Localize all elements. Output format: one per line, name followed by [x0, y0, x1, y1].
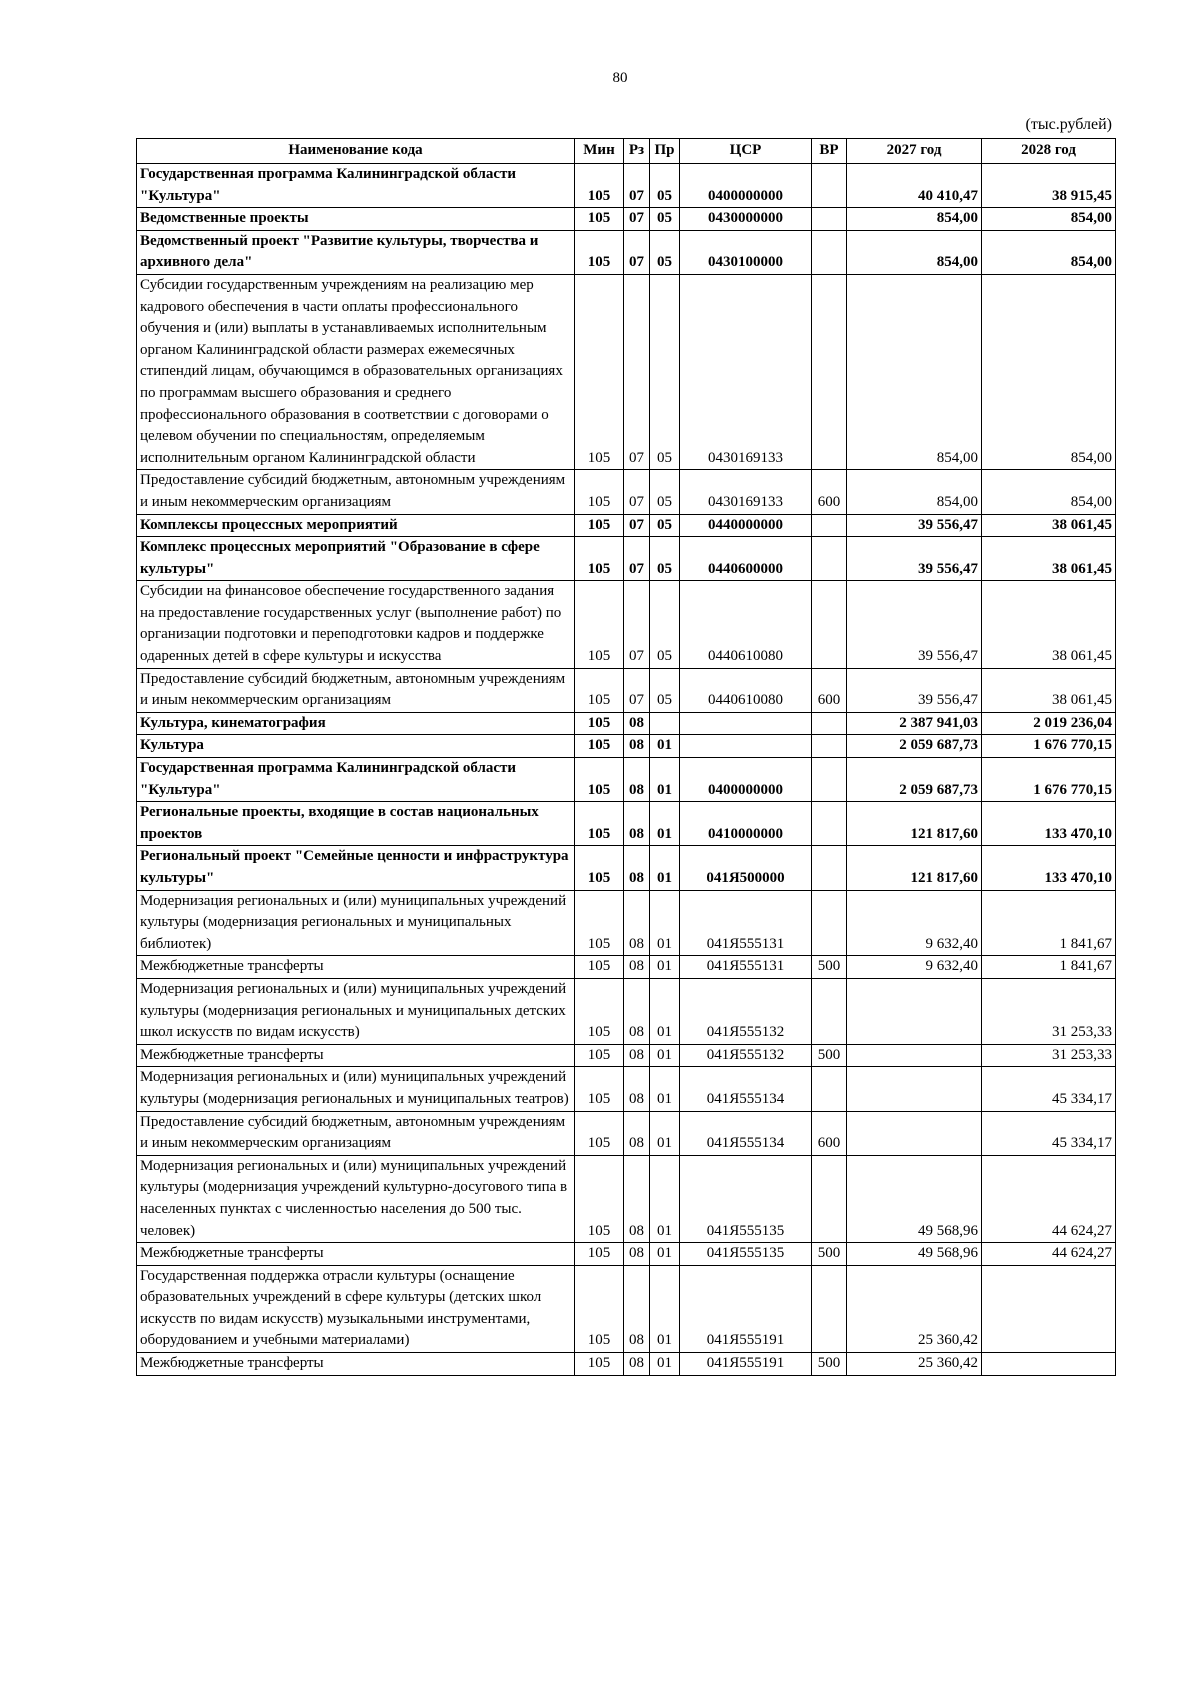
cell-min: 105	[575, 1155, 624, 1242]
cell-rz: 08	[624, 890, 650, 956]
table-row	[137, 956, 1116, 979]
cell-vr	[812, 802, 847, 846]
cell-2027: 121 817,60	[847, 802, 982, 846]
cell-min: 105	[575, 208, 624, 231]
cell-name: Предоставление субсидий бюджетным, автономным учреждениям и иным некоммерческим организациям	[137, 668, 575, 712]
cell-min: 105	[575, 1111, 624, 1155]
cell-rz: 08	[624, 735, 650, 758]
cell-csr: 0440000000	[680, 514, 812, 537]
units-label: (тыс.рублей)	[1025, 116, 1112, 133]
cell-2028: 38 061,45	[982, 537, 1116, 581]
cell-csr: 041Я555132	[680, 978, 812, 1044]
cell-pr: 05	[650, 274, 680, 469]
cell-rz: 07	[624, 164, 650, 208]
cell-name: Межбюджетные трансферты	[137, 1353, 575, 1376]
cell-name: Предоставление субсидий бюджетным, автономным учреждениям и иным некоммерческим организациям	[137, 470, 575, 514]
cell-pr: 05	[650, 537, 680, 581]
table-row	[137, 1243, 1116, 1266]
table-row	[137, 1111, 1116, 1155]
cell-name: Государственная поддержка отрасли культуры (оснащение образовательных учреждений в сфере культуры (детских школ искусств по видам искусств) музыкальными инструментами, оборудованием и учебными материалами)	[137, 1265, 575, 1352]
cell-min: 105	[575, 846, 624, 890]
cell-rz: 08	[624, 956, 650, 979]
cell-vr	[812, 537, 847, 581]
cell-csr: 041Я500000	[680, 846, 812, 890]
cell-2028: 38 915,45	[982, 164, 1116, 208]
cell-2028: 854,00	[982, 274, 1116, 469]
table-row	[137, 537, 1116, 581]
cell-2027	[847, 1044, 982, 1067]
table-row	[137, 712, 1116, 735]
cell-rz: 08	[624, 802, 650, 846]
cell-2028: 133 470,10	[982, 846, 1116, 890]
cell-2027: 39 556,47	[847, 537, 982, 581]
cell-pr: 01	[650, 1243, 680, 1266]
cell-min: 105	[575, 537, 624, 581]
cell-pr: 05	[650, 581, 680, 668]
cell-2027: 9 632,40	[847, 956, 982, 979]
cell-2027: 2 059 687,73	[847, 735, 982, 758]
cell-pr: 01	[650, 1353, 680, 1376]
cell-csr: 041Я555132	[680, 1044, 812, 1067]
cell-2028: 38 061,45	[982, 514, 1116, 537]
cell-min: 105	[575, 956, 624, 979]
budget-table	[136, 138, 1116, 1376]
cell-csr: 041Я555131	[680, 956, 812, 979]
column-header-name: Наименование кода	[137, 139, 575, 164]
cell-rz: 08	[624, 1265, 650, 1352]
cell-name: Субсидии государственным учреждениям на реализацию мер кадрового обеспечения в части оплаты профессионального обучения и (или) выплаты в устанавливаемых исполнительным органом Калининградской области размерах ежемесячных стипендий лицам, обучающимся в образовательных организациях по программам высшего образования и среднего профессионального образования в соответствии с договорами о целевом обучении по специальностям, определяемым исполнительным органом Калининградской области	[137, 274, 575, 469]
cell-csr: 041Я555131	[680, 890, 812, 956]
cell-min: 105	[575, 978, 624, 1044]
cell-rz: 08	[624, 1067, 650, 1111]
cell-min: 105	[575, 668, 624, 712]
cell-pr: 01	[650, 758, 680, 802]
cell-vr	[812, 581, 847, 668]
cell-2028: 133 470,10	[982, 802, 1116, 846]
cell-2028: 854,00	[982, 208, 1116, 231]
table-row	[137, 1067, 1116, 1111]
cell-name: Модернизация региональных и (или) муниципальных учреждений культуры (модернизация региональных и муниципальных детских школ искусств по видам искусств)	[137, 978, 575, 1044]
cell-name: Государственная программа Калининградской области "Культура"	[137, 164, 575, 208]
cell-min: 105	[575, 1067, 624, 1111]
cell-vr: 500	[812, 1243, 847, 1266]
cell-pr: 05	[650, 470, 680, 514]
cell-rz: 07	[624, 470, 650, 514]
page-number: 80	[612, 70, 628, 86]
cell-csr: 0440610080	[680, 581, 812, 668]
cell-2028: 1 676 770,15	[982, 735, 1116, 758]
table-row	[137, 846, 1116, 890]
cell-vr: 500	[812, 956, 847, 979]
cell-2028: 854,00	[982, 470, 1116, 514]
cell-min: 105	[575, 470, 624, 514]
cell-2028: 1 841,67	[982, 890, 1116, 956]
cell-vr	[812, 735, 847, 758]
cell-2027: 854,00	[847, 208, 982, 231]
cell-csr: 0410000000	[680, 802, 812, 846]
cell-min: 105	[575, 1353, 624, 1376]
cell-min: 105	[575, 514, 624, 537]
cell-2027: 40 410,47	[847, 164, 982, 208]
cell-2027: 25 360,42	[847, 1265, 982, 1352]
cell-rz: 08	[624, 712, 650, 735]
cell-pr: 01	[650, 978, 680, 1044]
cell-vr	[812, 230, 847, 274]
cell-2028: 1 676 770,15	[982, 758, 1116, 802]
cell-rz: 08	[624, 846, 650, 890]
cell-pr: 01	[650, 1111, 680, 1155]
cell-csr	[680, 712, 812, 735]
cell-pr: 05	[650, 208, 680, 231]
cell-rz: 07	[624, 581, 650, 668]
cell-pr: 05	[650, 164, 680, 208]
cell-csr: 041Я555135	[680, 1243, 812, 1266]
cell-min: 105	[575, 1265, 624, 1352]
cell-pr: 05	[650, 668, 680, 712]
cell-name: Межбюджетные трансферты	[137, 1243, 575, 1266]
cell-csr: 041Я555135	[680, 1155, 812, 1242]
cell-pr: 01	[650, 956, 680, 979]
cell-csr: 0400000000	[680, 758, 812, 802]
table-row	[137, 230, 1116, 274]
cell-2028	[982, 1353, 1116, 1376]
cell-pr: 01	[650, 1067, 680, 1111]
table-row	[137, 978, 1116, 1044]
cell-pr: 01	[650, 846, 680, 890]
cell-vr	[812, 208, 847, 231]
cell-vr	[812, 712, 847, 735]
cell-rz: 08	[624, 978, 650, 1044]
cell-rz: 08	[624, 1111, 650, 1155]
cell-csr: 0430169133	[680, 470, 812, 514]
cell-2027: 854,00	[847, 470, 982, 514]
cell-min: 105	[575, 581, 624, 668]
cell-name: Государственная программа Калининградской области "Культура"	[137, 758, 575, 802]
cell-rz: 07	[624, 514, 650, 537]
table-row	[137, 890, 1116, 956]
cell-2028: 44 624,27	[982, 1155, 1116, 1242]
table-row	[137, 1044, 1116, 1067]
cell-pr: 01	[650, 890, 680, 956]
table-row	[137, 514, 1116, 537]
cell-vr	[812, 274, 847, 469]
cell-rz: 07	[624, 668, 650, 712]
cell-pr: 01	[650, 735, 680, 758]
cell-name: Региональные проекты, входящие в состав национальных проектов	[137, 802, 575, 846]
cell-name: Модернизация региональных и (или) муниципальных учреждений культуры (модернизация региональных и муниципальных библиотек)	[137, 890, 575, 956]
cell-csr: 0430100000	[680, 230, 812, 274]
table-row	[137, 581, 1116, 668]
cell-pr: 05	[650, 230, 680, 274]
cell-vr: 600	[812, 1111, 847, 1155]
cell-2027: 9 632,40	[847, 890, 982, 956]
column-header-rz: Рз	[624, 139, 650, 164]
table-row	[137, 1353, 1116, 1376]
cell-csr: 0400000000	[680, 164, 812, 208]
cell-2027: 854,00	[847, 274, 982, 469]
cell-rz: 08	[624, 1353, 650, 1376]
cell-2027: 2 387 941,03	[847, 712, 982, 735]
column-header-2028: 2028 год	[982, 139, 1116, 164]
cell-rz: 08	[624, 1243, 650, 1266]
cell-pr: 01	[650, 1155, 680, 1242]
cell-rz: 07	[624, 208, 650, 231]
cell-vr: 600	[812, 668, 847, 712]
cell-2028: 31 253,33	[982, 978, 1116, 1044]
cell-vr	[812, 164, 847, 208]
cell-name: Ведомственные проекты	[137, 208, 575, 231]
cell-2027: 39 556,47	[847, 514, 982, 537]
cell-2028: 44 624,27	[982, 1243, 1116, 1266]
cell-name: Ведомственный проект "Развитие культуры, творчества и архивного дела"	[137, 230, 575, 274]
cell-name: Модернизация региональных и (или) муниципальных учреждений культуры (модернизация учреждений культурно-досугового типа в населенных пунктах с численностью населения до 500 тыс. человек)	[137, 1155, 575, 1242]
cell-csr: 041Я555191	[680, 1265, 812, 1352]
cell-2027: 121 817,60	[847, 846, 982, 890]
table-header-row	[137, 139, 1116, 164]
table-row	[137, 802, 1116, 846]
cell-vr: 500	[812, 1353, 847, 1376]
cell-vr	[812, 1155, 847, 1242]
cell-min: 105	[575, 230, 624, 274]
column-header-vr: ВР	[812, 139, 847, 164]
cell-name: Межбюджетные трансферты	[137, 1044, 575, 1067]
cell-rz: 07	[624, 230, 650, 274]
cell-2028: 38 061,45	[982, 581, 1116, 668]
table-row	[137, 735, 1116, 758]
table-row	[137, 758, 1116, 802]
cell-min: 105	[575, 890, 624, 956]
cell-vr: 600	[812, 470, 847, 514]
cell-rz: 08	[624, 1044, 650, 1067]
cell-2028	[982, 1265, 1116, 1352]
cell-name: Культура	[137, 735, 575, 758]
cell-rz: 07	[624, 537, 650, 581]
cell-csr: 0430000000	[680, 208, 812, 231]
cell-csr: 0440600000	[680, 537, 812, 581]
column-header-min: Мин	[575, 139, 624, 164]
cell-2028: 1 841,67	[982, 956, 1116, 979]
cell-2027: 39 556,47	[847, 581, 982, 668]
cell-2028: 854,00	[982, 230, 1116, 274]
table-body	[137, 164, 1116, 1376]
cell-min: 105	[575, 758, 624, 802]
cell-csr: 0430169133	[680, 274, 812, 469]
cell-vr	[812, 1067, 847, 1111]
cell-pr: 05	[650, 514, 680, 537]
cell-vr	[812, 978, 847, 1044]
column-header-pr: Пр	[650, 139, 680, 164]
table-row	[137, 164, 1116, 208]
cell-name: Субсидии на финансовое обеспечение государственного задания на предоставление государственных услуг (выполнение работ) по организации подготовки и переподготовки кадров и поддержке одаренных детей в сфере культуры и искусства	[137, 581, 575, 668]
cell-vr	[812, 890, 847, 956]
cell-pr: 01	[650, 1265, 680, 1352]
table-row	[137, 1155, 1116, 1242]
cell-2028: 45 334,17	[982, 1067, 1116, 1111]
cell-2027: 854,00	[847, 230, 982, 274]
cell-csr	[680, 735, 812, 758]
cell-2028: 31 253,33	[982, 1044, 1116, 1067]
cell-vr	[812, 1265, 847, 1352]
cell-csr: 041Я555134	[680, 1067, 812, 1111]
cell-2027: 49 568,96	[847, 1243, 982, 1266]
cell-name: Комплексы процессных мероприятий	[137, 514, 575, 537]
cell-vr	[812, 846, 847, 890]
cell-min: 105	[575, 274, 624, 469]
cell-name: Межбюджетные трансферты	[137, 956, 575, 979]
cell-name: Модернизация региональных и (или) муниципальных учреждений культуры (модернизация региональных и муниципальных театров)	[137, 1067, 575, 1111]
cell-pr	[650, 712, 680, 735]
cell-csr: 041Я555191	[680, 1353, 812, 1376]
table-row	[137, 668, 1116, 712]
cell-name: Предоставление субсидий бюджетным, автономным учреждениям и иным некоммерческим организациям	[137, 1111, 575, 1155]
table-row	[137, 1265, 1116, 1352]
column-header-2027: 2027 год	[847, 139, 982, 164]
cell-min: 105	[575, 712, 624, 735]
cell-2027	[847, 1067, 982, 1111]
table-row	[137, 274, 1116, 469]
cell-min: 105	[575, 164, 624, 208]
cell-name: Культура, кинематография	[137, 712, 575, 735]
table-row	[137, 208, 1116, 231]
cell-rz: 08	[624, 758, 650, 802]
cell-min: 105	[575, 1044, 624, 1067]
cell-2028: 2 019 236,04	[982, 712, 1116, 735]
cell-pr: 01	[650, 802, 680, 846]
cell-min: 105	[575, 735, 624, 758]
cell-2027: 39 556,47	[847, 668, 982, 712]
cell-csr: 0440610080	[680, 668, 812, 712]
table-row	[137, 470, 1116, 514]
cell-vr: 500	[812, 1044, 847, 1067]
cell-min: 105	[575, 802, 624, 846]
cell-rz: 08	[624, 1155, 650, 1242]
cell-2027	[847, 978, 982, 1044]
cell-vr	[812, 758, 847, 802]
cell-2028: 38 061,45	[982, 668, 1116, 712]
cell-2028: 45 334,17	[982, 1111, 1116, 1155]
cell-rz: 07	[624, 274, 650, 469]
cell-csr: 041Я555134	[680, 1111, 812, 1155]
cell-2027: 49 568,96	[847, 1155, 982, 1242]
cell-min: 105	[575, 1243, 624, 1266]
cell-name: Комплекс процессных мероприятий "Образование в сфере культуры"	[137, 537, 575, 581]
cell-2027: 25 360,42	[847, 1353, 982, 1376]
cell-name: Региональный проект "Семейные ценности и инфраструктура культуры"	[137, 846, 575, 890]
cell-vr	[812, 514, 847, 537]
cell-2027	[847, 1111, 982, 1155]
column-header-csr: ЦСР	[680, 139, 812, 164]
cell-2027: 2 059 687,73	[847, 758, 982, 802]
cell-pr: 01	[650, 1044, 680, 1067]
